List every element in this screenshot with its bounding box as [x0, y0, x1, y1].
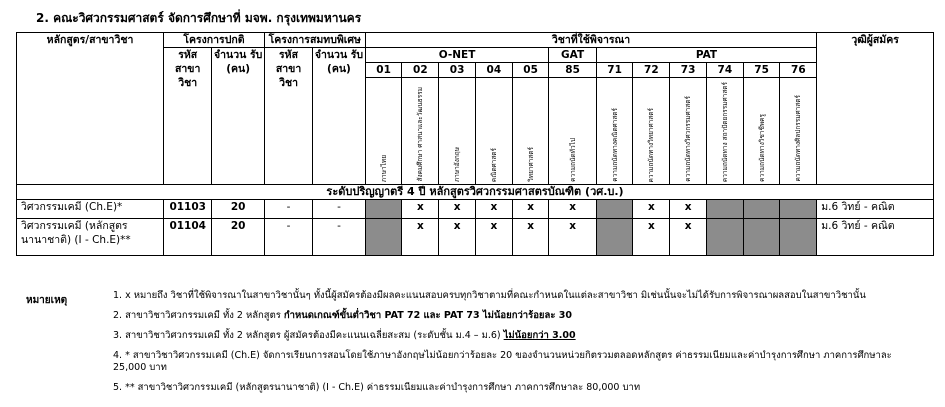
- gat-header: GAT: [549, 48, 596, 63]
- subject-name-cell: [549, 78, 596, 185]
- subject-name-cell: [780, 78, 817, 185]
- subject-mark: x: [512, 219, 549, 256]
- subject-mark: x: [633, 200, 670, 219]
- subject-mark: x: [633, 219, 670, 256]
- subject-name-cell: [670, 78, 707, 185]
- program-row: [17, 200, 934, 219]
- subject-name-cell: [743, 78, 780, 185]
- subject-name: ภาษาอังกฤษ: [453, 146, 462, 182]
- pat-header: PAT: [596, 48, 817, 63]
- subject-code: 85: [549, 63, 596, 78]
- subject-mark: x: [402, 219, 439, 256]
- subject-mark: [596, 219, 633, 256]
- subject-name-cell: [365, 78, 402, 185]
- notes-label: หมายเหตุ: [26, 295, 68, 306]
- special-code: -: [264, 219, 312, 256]
- subject-code: 03: [439, 63, 476, 78]
- subject-name: ความถนัดทางคณิตศาสตร์: [610, 108, 619, 182]
- count-header: จำนวน รับ (คน): [212, 48, 265, 185]
- code2-header: รหัส สาขา วิชา: [264, 48, 312, 185]
- program-qualification: ม.6 วิทย์ - คณิต: [817, 219, 934, 256]
- subject-mark: [365, 219, 402, 256]
- program-code: 01104: [164, 219, 212, 256]
- subject-mark: [743, 219, 780, 256]
- subjects-header: วิชาที่ใช้พิจารณา: [365, 33, 817, 48]
- subject-name: วิทยาศาสตร์: [526, 147, 535, 182]
- subject-name: ความถนัดทาง สถาปัตยกรรมศาสตร์: [720, 81, 729, 182]
- subject-name-cell: [596, 78, 633, 185]
- code-header: รหัส สาขา วิชา: [164, 48, 212, 185]
- program-code: 01103: [164, 200, 212, 219]
- note-emphasis: กำหนดเกณฑ์ขั้นต่ำวิชา PAT 72 และ PAT 73 ไม่น้อยกว่าร้อยละ 30: [283, 310, 572, 321]
- subject-code: 72: [633, 63, 670, 78]
- subject-name: ความถนัดทางวิศวกรรมศาสตร์: [684, 96, 693, 182]
- subject-name-cell: [706, 78, 743, 185]
- note-item: [113, 350, 913, 374]
- special-header: โครงการสมทบพิเศษ: [264, 33, 365, 48]
- subject-mark: x: [670, 219, 707, 256]
- subject-code: 71: [596, 63, 633, 78]
- subject-name: ความถนัดทั่วไป: [568, 138, 577, 182]
- subject-code: 02: [402, 63, 439, 78]
- page-title: 2. คณะวิศวกรรมศาสตร์ จัดการศึกษาที่ มจพ. กรุงเทพมหานคร: [36, 11, 362, 25]
- program-count: 20: [212, 219, 265, 256]
- subject-name-cell: [512, 78, 549, 185]
- subject-name: คณิตศาสตร์: [489, 147, 498, 182]
- subject-mark: x: [439, 219, 476, 256]
- subject-name: ความถนัดทางวิชาชีพครู: [757, 114, 766, 182]
- level-row: ระดับปริญญาตรี 4 ปี หลักสูตรวิศวกรรมศาสตรบัณฑิต (วศ.บ.): [17, 185, 934, 200]
- subject-name: ความถนัดทางวิทยาศาสตร์: [647, 107, 656, 182]
- program-name: วิศวกรรมเคมี (หลักสูตรนานาชาติ) (I - Ch.E)**: [17, 219, 164, 256]
- subject-mark: [706, 219, 743, 256]
- qualification-header: วุฒิผู้สมัคร: [817, 33, 934, 185]
- special-count: -: [313, 219, 366, 256]
- onet-header: O-NET: [365, 48, 549, 63]
- subject-code: 74: [706, 63, 743, 78]
- subject-code: 73: [670, 63, 707, 78]
- subject-mark: x: [475, 200, 512, 219]
- subject-mark: [743, 200, 780, 219]
- subject-mark: x: [549, 219, 596, 256]
- subject-name-cell: [475, 78, 512, 185]
- subject-mark: x: [475, 219, 512, 256]
- program-count: 20: [212, 200, 265, 219]
- note-item: [113, 290, 913, 302]
- special-code: -: [264, 200, 312, 219]
- note-text: 2. สาขาวิชาวิศวกรรมเคมี ทั้ง 2 หลักสูตร: [113, 310, 284, 321]
- note-underline: ไม่น้อยกว่า 3.00: [503, 330, 576, 341]
- subject-name: ความถนัดทางศิลปกรรมศาสตร์: [794, 95, 803, 182]
- count2-header: จำนวน รับ (คน): [313, 48, 366, 185]
- subject-mark: [365, 200, 402, 219]
- subject-code: 05: [512, 63, 549, 78]
- subject-name-cell: [402, 78, 439, 185]
- note-text: 4. * สาขาวิชาวิศวกรรมเคมี (Ch.E) จัดการเรียนการสอนโดยใช้ภาษาอังกฤษไม่น้อยกว่าร้อยละ 20 ของจำนวนหน่วยกิตรวมตลอดหลักสูตร ค่าธรรมเนียมและค่าบำรุงการศึกษา ภาคการศึกษาละ 25,000 บาท: [113, 350, 892, 373]
- program-row: [17, 219, 934, 256]
- subject-mark: [706, 200, 743, 219]
- subject-mark: x: [439, 200, 476, 219]
- subject-code: 04: [475, 63, 512, 78]
- subject-code: 76: [780, 63, 817, 78]
- subject-mark: x: [549, 200, 596, 219]
- note-item: [113, 382, 913, 394]
- regular-header: โครงการปกติ: [164, 33, 265, 48]
- subject-mark: x: [670, 200, 707, 219]
- subject-name: สังคมศึกษา ศาสนาและวัฒนธรรม: [416, 87, 425, 182]
- subject-mark: [596, 200, 633, 219]
- subject-code: 75: [743, 63, 780, 78]
- note-item: [113, 310, 913, 322]
- subject-code: 01: [365, 63, 402, 78]
- subject-mark: x: [512, 200, 549, 219]
- note-text: 3. สาขาวิชาวิศวกรรมเคมี ทั้ง 2 หลักสูตร ผู้สมัครต้องมีคะแนนเฉลี่ยสะสม (ระดับชั้น ม.4 – ม.6): [113, 330, 504, 341]
- program-name: วิศวกรรมเคมี (Ch.E)*: [17, 200, 164, 219]
- subject-name-cell: [439, 78, 476, 185]
- note-text: 5. ** สาขาวิชาวิศวกรรมเคมี (หลักสูตรนานาชาติ) (I - Ch.E) ค่าธรรมเนียมและค่าบำรุงการศึกษา ภาคการศึกษาละ 80,000 บาท: [113, 382, 641, 393]
- subject-name: ภาษาไทย: [379, 154, 388, 182]
- subject-mark: [780, 219, 817, 256]
- program-header: หลักสูตร/สาขาวิชา: [17, 33, 164, 185]
- subject-mark: x: [402, 200, 439, 219]
- special-count: -: [313, 200, 366, 219]
- note-item: [113, 330, 913, 342]
- subject-name-cell: [633, 78, 670, 185]
- program-qualification: ม.6 วิทย์ - คณิต: [817, 200, 934, 219]
- note-text: 1. x หมายถึง วิชาที่ใช้พิจารณาในสาขาวิชานั้นๆ ทั้งนี้ผู้สมัครต้องมีผลคะแนนสอบครบทุกวิชาตามที่คณะกำหนดในแต่ละสาขาวิชา มิเช่นนั้นจะไม่ได้รับการพิจารณาผลสอบในสาขาวิชานั้น: [113, 290, 866, 301]
- subject-mark: [780, 200, 817, 219]
- admission-table: [16, 32, 934, 256]
